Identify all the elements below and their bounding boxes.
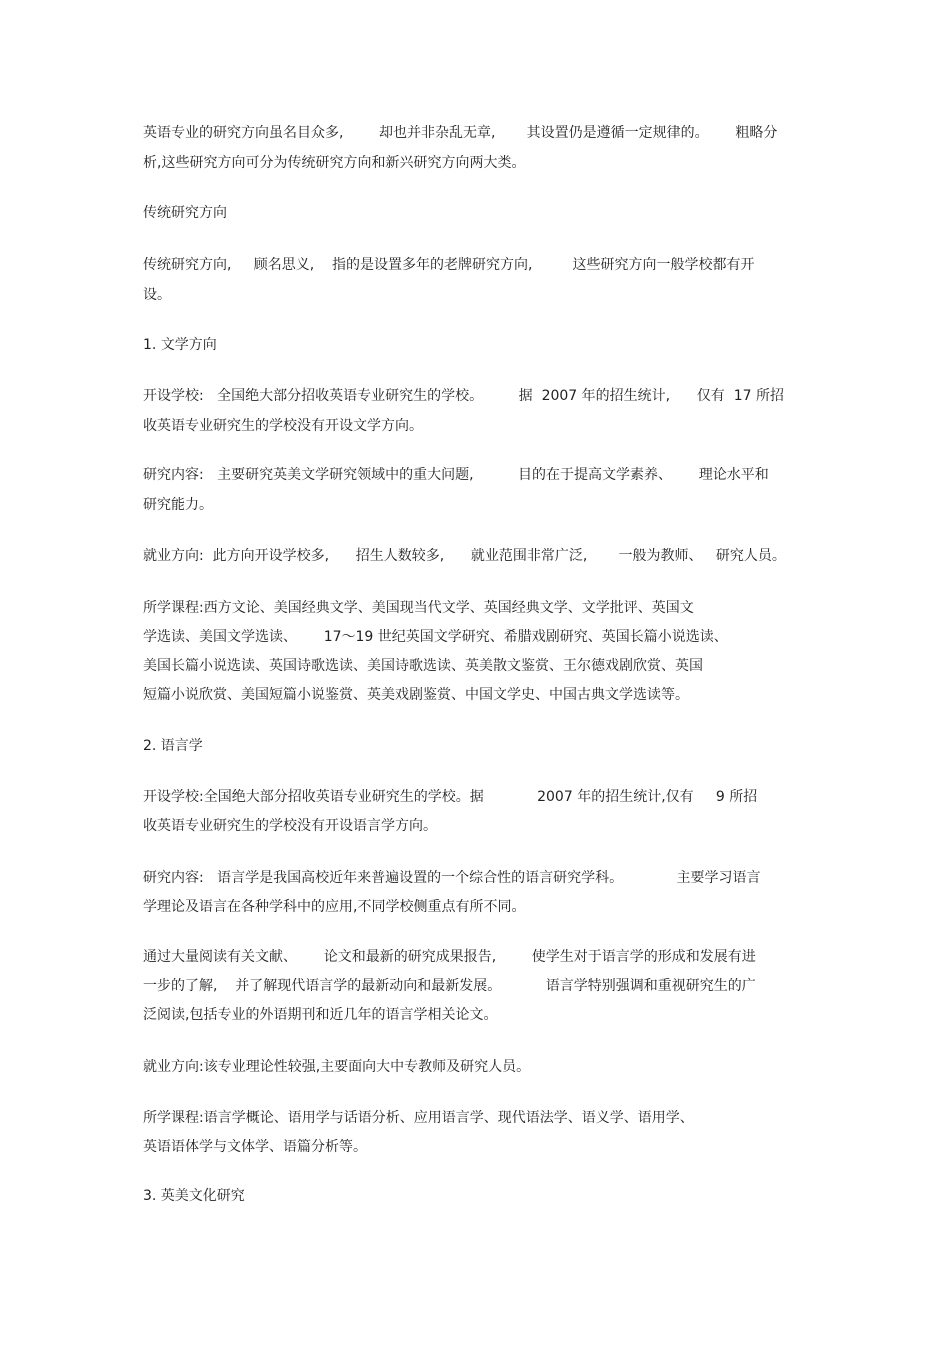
literature-schools-line: 开设学校: 全国绝大部分招收英语专业研究生的学校。 据 2007 年的招生统计, 仅有 17 所招 xyxy=(143,388,784,404)
literature-employment-line: 就业方向: 此方向开设学校多, 招生人数较多, 就业范围非常广泛, 一般为教师、 研究人员。 xyxy=(143,548,786,564)
intro-line: 英语专业的研究方向虽名目众多, 却也并非杂乱无章, 其设置仍是遵循一定规律的。 粗略分 xyxy=(143,125,778,141)
linguistics-content-line: 学理论及语言在各种学科中的应用,不同学校侧重点有所不同。 xyxy=(143,899,526,915)
literature-courses-line: 所学课程:西方文论、美国经典文学、美国现当代文学、英国经典文学、文学批评、英国文 xyxy=(143,600,694,616)
literature-content-line: 研究能力。 xyxy=(143,497,213,513)
literature-courses-line: 美国长篇小说选读、英国诗歌选读、美国诗歌选读、英美散文鉴赏、王尔德戏剧欣赏、英国 xyxy=(143,658,703,674)
traditional-desc-line: 传统研究方向, 顾名思义, 指的是设置多年的老牌研究方向, 这些研究方向一般学校都有开 xyxy=(143,257,755,273)
intro-line: 析,这些研究方向可分为传统研究方向和新兴研究方向两大类。 xyxy=(143,155,526,171)
linguistics-reading-line: 通过大量阅读有关文献、 论文和最新的研究成果报告, 使学生对于语言学的形成和发展有进 xyxy=(143,949,756,965)
literature-content-line: 研究内容: 主要研究英美文学研究领域中的重大问题, 目的在于提高文学素养、 理论水平和 xyxy=(143,467,769,483)
linguistics-schools-line: 开设学校:全国绝大部分招收英语专业研究生的学校。据 2007 年的招生统计,仅有 9 所招 xyxy=(143,789,758,805)
linguistics-courses-line: 英语语体学与文体学、语篇分析等。 xyxy=(143,1139,367,1155)
linguistics-schools-line: 收英语专业研究生的学校没有开设语言学方向。 xyxy=(143,818,437,834)
linguistics-content-line: 研究内容: 语言学是我国高校近年来普遍设置的一个综合性的语言研究学科。 主要学习语言 xyxy=(143,870,761,886)
section-heading-literature: 1. 文学方向 xyxy=(143,337,217,353)
section-heading-culture: 3. 英美文化研究 xyxy=(143,1188,245,1204)
traditional-desc-line: 设。 xyxy=(143,287,171,303)
literature-courses-line: 学选读、美国文学选读、 17～19 世纪英国文学研究、希腊戏剧研究、英国长篇小说选读、 xyxy=(143,629,728,645)
linguistics-reading-line: 泛阅读,包括专业的外语期刊和近几年的语言学相关论文。 xyxy=(143,1007,498,1023)
linguistics-employment-line: 就业方向:该专业理论性较强,主要面向大中专教师及研究人员。 xyxy=(143,1059,531,1075)
literature-schools-line: 收英语专业研究生的学校没有开设文学方向。 xyxy=(143,418,423,434)
linguistics-courses-line: 所学课程:语言学概论、语用学与话语分析、应用语言学、现代语法学、语义学、语用学、 xyxy=(143,1110,694,1126)
section-heading-traditional: 传统研究方向 xyxy=(143,205,227,221)
linguistics-reading-line: 一步的了解, 并了解现代语言学的最新动向和最新发展。 语言学特别强调和重视研究生的广 xyxy=(143,978,756,994)
section-heading-linguistics: 2. 语言学 xyxy=(143,738,203,754)
literature-courses-line: 短篇小说欣赏、美国短篇小说鉴赏、英美戏剧鉴赏、中国文学史、中国古典文学选读等。 xyxy=(143,687,689,703)
